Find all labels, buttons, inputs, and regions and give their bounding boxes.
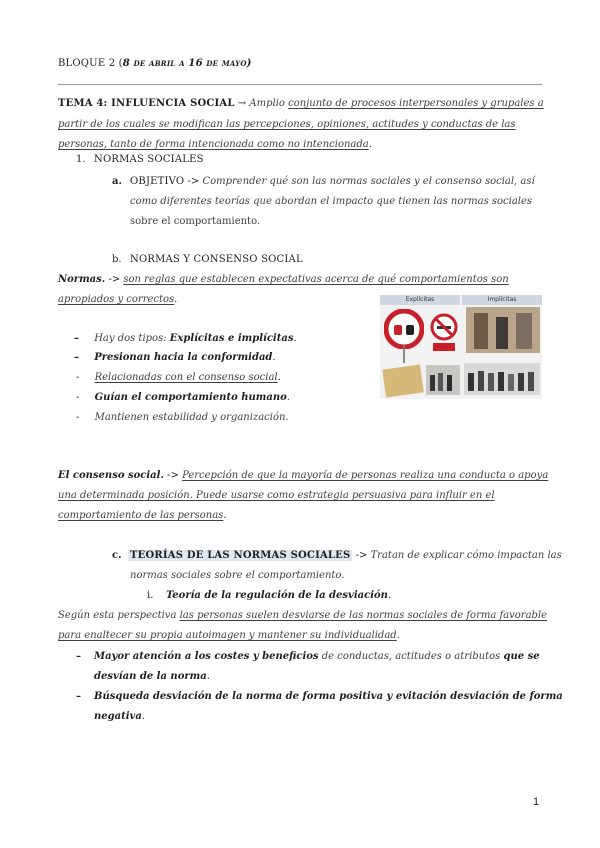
tema-def-end: . [368, 139, 372, 150]
bullet-4-text: Guían el comportamiento humano [94, 392, 287, 403]
bullet-dash: - [76, 412, 80, 423]
normas-def-1: son reglas que establecen expectativas acerca de qué comportamientos son [123, 274, 509, 285]
objetivo-line-1 [130, 172, 535, 192]
consenso-label: El consenso social. [58, 470, 164, 481]
bullet-3-text: Relacionadas con el consenso social [94, 372, 278, 383]
bullet-dash: – [76, 691, 81, 702]
bullet-4-post: . [286, 392, 290, 403]
tema-def-3: personas, tanto de forma intencionada como no intencionada [58, 139, 369, 150]
consenso-line-3 [58, 506, 544, 526]
consenso-line-1 [58, 466, 549, 486]
bullet-dash: - [76, 372, 80, 383]
section-1-number: 1. [76, 154, 86, 165]
normas-label: Normas. [58, 274, 106, 285]
perspectiva-text-2: para enaltecer su propia autoimagen y mantener su individualidad [58, 630, 397, 641]
perspectiva-line-1 [58, 606, 548, 626]
page-number: 1 [533, 796, 540, 808]
consenso-text-3: comportamiento de las personas [58, 510, 224, 521]
no-smoking-sign-icon [430, 313, 458, 353]
normas-bullet-3 [76, 368, 281, 388]
normas-bullet-1 [74, 329, 297, 349]
objetivo-text-1: Comprender qué son las normas sociales y el consenso social, así [202, 176, 535, 187]
perspectiva-text-1: las personas suelen desviarse de las normas sociales de forma favorable [179, 610, 548, 621]
crowd-photo-2 [464, 363, 540, 395]
teorias-arrow: -> [352, 550, 371, 561]
perspectiva-pre: Según esta perspectiva [58, 610, 180, 621]
section-1-title: NORMAS SOCIALES [94, 154, 204, 165]
block-dates: 8 de abril a 16 de mayo) [122, 58, 252, 69]
teorias-title: TEORÍAS DE LAS NORMAS SOCIALES [130, 550, 351, 561]
tema-line-2 [58, 115, 544, 135]
normas-bullet-5 [76, 408, 289, 428]
sign-post [403, 349, 405, 363]
ticket-photo [382, 364, 424, 397]
item-a-letter: a. [112, 176, 122, 187]
teorias-bullet-1-bold-3: desvían de la norma [94, 671, 207, 682]
bullet-dash: - [76, 392, 80, 403]
block-header [58, 54, 544, 74]
bullet-dash: – [76, 651, 81, 662]
teorias-line-1 [128, 546, 562, 566]
normas-bullet-2 [74, 348, 276, 368]
consenso-text-2: una determinada posición. Puede usarse como estrategia persuasiva para influir en el [58, 490, 495, 501]
section-1-heading [76, 150, 86, 170]
teorias-line-2: normas sociales sobre el comportamiento. [130, 570, 345, 581]
teorias-bullet-1-mid: de conductas, actitudes o atributos [318, 651, 504, 662]
bullet-3-post: . [277, 372, 281, 383]
teorias-bullet-2-end: . [141, 711, 145, 722]
tema-title: TEMA 4: INFLUENCIA SOCIAL [58, 98, 235, 109]
consenso-text-1: Percepción de que la mayoría de personas realiza una conducta o apoya [182, 470, 549, 481]
consenso-arrow: -> [163, 470, 183, 481]
tema-def-1: conjunto de procesos interpersonales y grupales a [288, 98, 544, 109]
no-overtaking-sign-icon [384, 309, 424, 349]
tema-arrow: → [234, 98, 250, 109]
teorias-text-1: Tratan de explicar cómo impactan las [370, 550, 562, 561]
bullet-dash: – [74, 352, 79, 363]
consenso-end: . [223, 510, 227, 521]
teorias-bullet-2-bold: negativa [94, 711, 142, 722]
objetivo-arrow: -> [184, 176, 203, 187]
explicit-label: Explícitas [380, 295, 460, 305]
bullet-2-text: Presionan hacia la conformidad [94, 352, 273, 363]
objetivo-line-3: sobre el comportamiento. [130, 216, 261, 227]
teorias-bullet-2-line-2 [94, 707, 145, 727]
teorias-bullet-1-line-2 [94, 667, 210, 687]
norms-illustration [380, 295, 542, 399]
perspectiva-line-2 [58, 626, 544, 646]
item-i-title: Teoría de la regulación de la desviación [166, 590, 388, 601]
item-i-end: . [387, 590, 392, 601]
perspectiva-end: . [396, 630, 400, 641]
bullet-1-pre: Hay dos tipos: [94, 333, 170, 344]
teorias-bullet-1-bold-2: que se [503, 651, 540, 662]
teorias-bullet-1-end: . [206, 671, 210, 682]
normas-def-2: apropiados y correctos [58, 294, 175, 305]
header-divider [58, 84, 542, 85]
implicit-label: Implícitas [462, 295, 542, 305]
teorias-bullet-1-bold: Mayor atención a los costes y beneficios [94, 651, 319, 662]
tema-amplio: Amplio [249, 98, 289, 109]
item-b-letter: b. [112, 254, 122, 265]
item-c-letter: c. [112, 550, 122, 561]
item-i-heading [166, 586, 391, 606]
item-b-title: NORMAS Y CONSENSO SOCIAL [130, 254, 303, 265]
tema-def-2: partir de los cuales se modifican las percepciones, opiniones, actitudes y conductas de las [58, 119, 516, 130]
teorias-bullet-2-line-1: Búsqueda desviación de la norma de forma positiva y evitación desviación de forma [94, 691, 563, 702]
normas-line-1 [58, 270, 544, 290]
normas-arrow: -> [105, 274, 124, 285]
consenso-line-2 [58, 486, 544, 506]
bullet-dash: – [74, 333, 79, 344]
queue-photo [466, 307, 540, 353]
tema-line-1 [58, 94, 544, 114]
block-label: BLOQUE 2 ( [58, 58, 123, 69]
normas-bullet-4 [76, 388, 290, 408]
item-i-number: i. [147, 590, 154, 601]
bullet-1-post: . [293, 333, 297, 344]
objetivo-title: OBJETIVO [130, 176, 185, 187]
bullet-5-text: Mantienen estabilidad y organización. [94, 412, 289, 423]
bullet-2-post: . [272, 352, 276, 363]
crowd-photo-1 [426, 365, 460, 395]
teorias-bullet-1-line-1 [94, 647, 544, 667]
bullet-1-bold: Explícitas e implícitas [169, 333, 294, 344]
objetivo-line-2: como diferentes teorías que abordan el impacto que tienen las normas sociales [130, 196, 533, 207]
normas-def-end: . [174, 294, 178, 305]
